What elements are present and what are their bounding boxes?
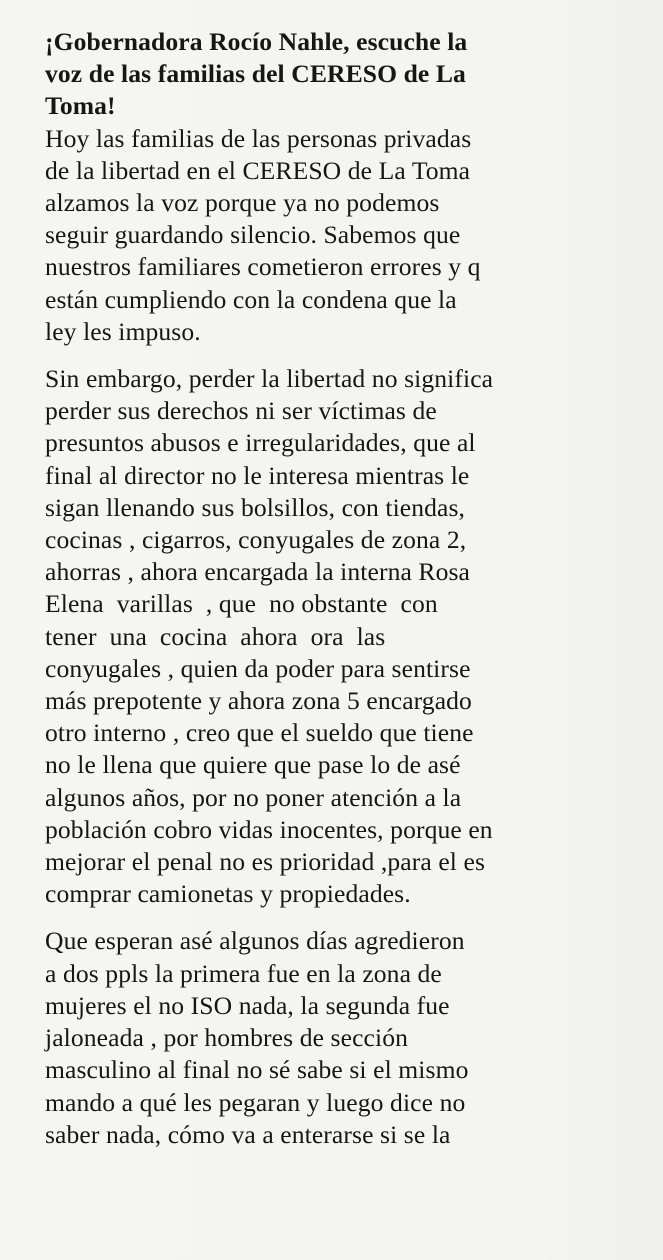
- text-line: ahorras , ahora encargada la interna Rosa: [45, 557, 471, 587]
- text-line: tener una cocina ahora ora las: [45, 621, 386, 651]
- paragraph-3: [45, 925, 645, 1150]
- text-line: a dos ppls la primera fue en la zona de: [45, 958, 442, 988]
- text-line: nuestros familiares cometieron errores y q: [45, 252, 481, 282]
- text-line: cocinas , cigarros, conyugales de zona 2,: [45, 525, 467, 555]
- paragraph-gap: [45, 348, 645, 363]
- text-line: alzamos la voz porque ya no podemos: [45, 188, 440, 218]
- text-line: población cobro vidas inocentes, porque en: [45, 814, 493, 844]
- text-line: mujeres el no ISO nada, la segunda fue: [45, 990, 450, 1020]
- text-line: sigan llenando sus bolsillos, con tiendas,: [45, 492, 466, 522]
- text-line: Hoy las familias de las personas privadas: [45, 123, 472, 153]
- paragraph-gap: [45, 910, 645, 925]
- text-line: no le llena que quiere que pase lo de asé: [45, 750, 461, 780]
- title-line: ¡Gobernadora Rocío Nahle, escuche la: [45, 27, 468, 56]
- text-line: mando a qué les pegaran y luego dice no: [45, 1087, 466, 1117]
- text-line: Que esperan asé algunos días agredieron: [45, 926, 465, 956]
- title-line: voz de las familias del CERESO de La: [45, 59, 466, 89]
- paragraph-2: [45, 363, 645, 910]
- document-title: [45, 26, 645, 123]
- title-line: Toma!: [45, 91, 116, 121]
- text-line: masculino al final no sé sabe si el mismo: [45, 1055, 469, 1085]
- text-line: saber nada, cómo va a enterarse si se la: [45, 1119, 451, 1149]
- text-line: jaloneada , por hombres de sección: [45, 1023, 408, 1053]
- text-line: algunos años, por no poner atención a la: [45, 782, 462, 812]
- text-line: perder sus derechos ni ser víctimas de: [45, 396, 437, 426]
- text-line: Sin embargo, perder la libertad no significa: [45, 364, 494, 394]
- text-line: presuntos abusos e irregularidades, que al: [45, 428, 476, 458]
- paragraph-1: [45, 123, 645, 348]
- text-block: [45, 26, 645, 1151]
- text-line: seguir guardando silencio. Sabemos que: [45, 220, 461, 250]
- text-line: Elena varillas , que no obstante con: [45, 589, 438, 619]
- text-line: mejorar el penal no es prioridad ,para el es: [45, 847, 486, 877]
- text-line: otro interno , creo que el sueldo que tiene: [45, 718, 474, 748]
- text-line: ley les impuso.: [45, 316, 201, 346]
- text-line: de la libertad en el CERESO de La Toma: [45, 155, 471, 185]
- text-line: final al director no le interesa mientras le: [45, 460, 470, 490]
- text-line: más prepotente y ahora zona 5 encargado: [45, 686, 472, 716]
- text-line: conyugales , quien da poder para sentirse: [45, 653, 471, 683]
- text-line: están cumpliendo con la condena que la: [45, 284, 457, 314]
- text-line: comprar camionetas y propiedades.: [45, 879, 411, 909]
